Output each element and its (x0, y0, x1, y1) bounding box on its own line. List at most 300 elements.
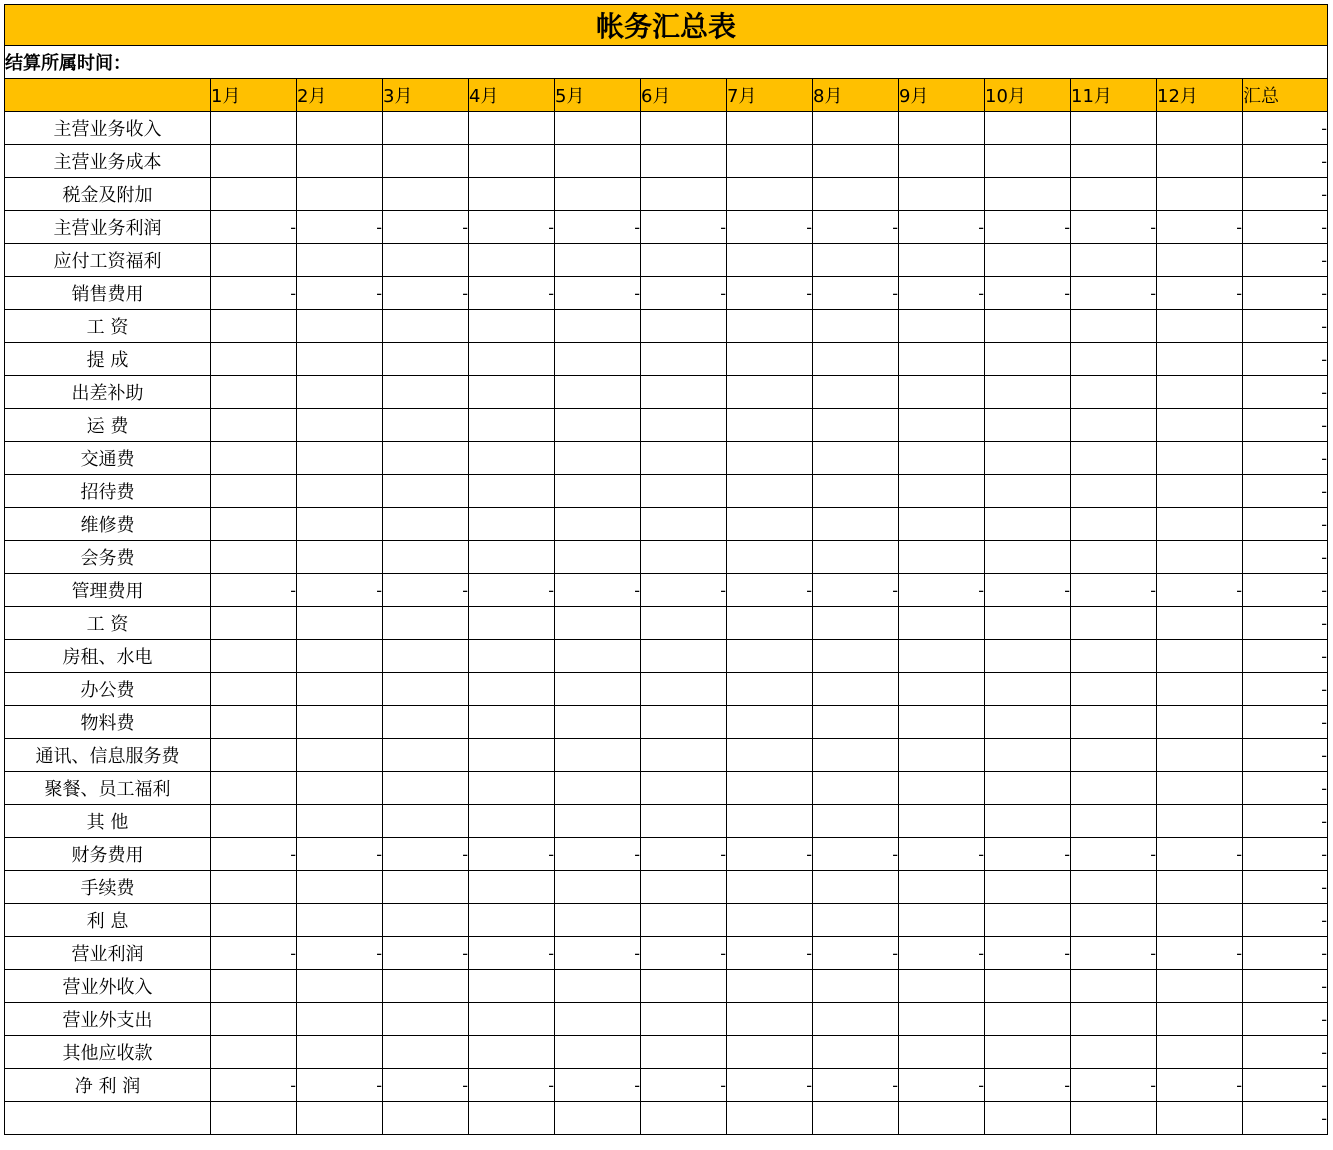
month-value-cell[interactable] (641, 409, 727, 442)
row-label-cell[interactable]: 通讯、信息服务费 (5, 739, 211, 772)
month-value-cell[interactable] (211, 541, 297, 574)
month-value-cell[interactable] (1157, 640, 1243, 673)
month-value-cell[interactable] (813, 508, 899, 541)
month-value-cell[interactable] (1157, 706, 1243, 739)
month-value-cell[interactable] (555, 673, 641, 706)
total-value-cell[interactable]: - (1243, 574, 1328, 607)
month-value-cell[interactable] (555, 871, 641, 904)
month-value-cell[interactable] (555, 904, 641, 937)
month-value-cell[interactable]: - (211, 211, 297, 244)
month-value-cell[interactable] (211, 673, 297, 706)
month-value-cell[interactable] (641, 178, 727, 211)
month-value-cell[interactable]: - (899, 1069, 985, 1102)
month-value-cell[interactable] (813, 673, 899, 706)
month-value-cell[interactable] (727, 673, 813, 706)
month-value-cell[interactable] (727, 112, 813, 145)
month-value-cell[interactable] (985, 475, 1071, 508)
row-label-cell[interactable]: 主营业务成本 (5, 145, 211, 178)
month-value-cell[interactable]: - (383, 937, 469, 970)
month-value-cell[interactable] (813, 409, 899, 442)
month-value-cell[interactable]: - (727, 277, 813, 310)
month-value-cell[interactable] (383, 343, 469, 376)
month-value-cell[interactable]: - (555, 574, 641, 607)
month-value-cell[interactable] (469, 772, 555, 805)
month-value-cell[interactable] (813, 1102, 899, 1135)
header-month-cell[interactable]: 12月 (1157, 79, 1243, 112)
header-month-cell[interactable]: 1月 (211, 79, 297, 112)
month-value-cell[interactable] (813, 1036, 899, 1069)
month-value-cell[interactable] (641, 475, 727, 508)
month-value-cell[interactable] (1157, 673, 1243, 706)
month-value-cell[interactable] (727, 1036, 813, 1069)
month-value-cell[interactable] (383, 145, 469, 178)
month-value-cell[interactable] (899, 244, 985, 277)
month-value-cell[interactable] (985, 805, 1071, 838)
month-value-cell[interactable] (1157, 178, 1243, 211)
month-value-cell[interactable] (1157, 871, 1243, 904)
month-value-cell[interactable] (383, 409, 469, 442)
sheet-title[interactable]: 帐务汇总表 (5, 5, 1328, 46)
month-value-cell[interactable] (383, 607, 469, 640)
row-label-cell[interactable]: 运 费 (5, 409, 211, 442)
month-value-cell[interactable] (383, 640, 469, 673)
month-value-cell[interactable]: - (469, 838, 555, 871)
month-value-cell[interactable]: - (1071, 838, 1157, 871)
row-label-cell[interactable]: 物料费 (5, 706, 211, 739)
month-value-cell[interactable] (1157, 805, 1243, 838)
row-label-cell[interactable]: 营业利润 (5, 937, 211, 970)
month-value-cell[interactable] (1071, 1102, 1157, 1135)
month-value-cell[interactable] (813, 112, 899, 145)
month-value-cell[interactable] (1071, 772, 1157, 805)
month-value-cell[interactable] (985, 1036, 1071, 1069)
header-month-cell[interactable]: 11月 (1071, 79, 1157, 112)
month-value-cell[interactable] (899, 1036, 985, 1069)
month-value-cell[interactable] (383, 541, 469, 574)
month-value-cell[interactable] (555, 772, 641, 805)
total-value-cell[interactable]: - (1243, 244, 1328, 277)
month-value-cell[interactable] (297, 1036, 383, 1069)
month-value-cell[interactable] (469, 1003, 555, 1036)
month-value-cell[interactable] (813, 772, 899, 805)
month-value-cell[interactable]: - (1071, 937, 1157, 970)
month-value-cell[interactable] (899, 673, 985, 706)
total-value-cell[interactable]: - (1243, 1102, 1328, 1135)
month-value-cell[interactable] (1071, 805, 1157, 838)
month-value-cell[interactable]: - (1157, 937, 1243, 970)
month-value-cell[interactable] (813, 871, 899, 904)
month-value-cell[interactable] (1071, 541, 1157, 574)
month-value-cell[interactable] (1071, 376, 1157, 409)
month-value-cell[interactable] (555, 112, 641, 145)
month-value-cell[interactable]: - (383, 1069, 469, 1102)
month-value-cell[interactable] (727, 739, 813, 772)
month-value-cell[interactable] (555, 1003, 641, 1036)
month-value-cell[interactable] (211, 739, 297, 772)
total-value-cell[interactable]: - (1243, 607, 1328, 640)
month-value-cell[interactable] (813, 904, 899, 937)
month-value-cell[interactable]: - (1157, 211, 1243, 244)
month-value-cell[interactable] (899, 772, 985, 805)
total-value-cell[interactable]: - (1243, 376, 1328, 409)
month-value-cell[interactable] (813, 970, 899, 1003)
row-label-cell[interactable]: 聚餐、员工福利 (5, 772, 211, 805)
month-value-cell[interactable] (297, 772, 383, 805)
month-value-cell[interactable] (469, 475, 555, 508)
total-value-cell[interactable]: - (1243, 640, 1328, 673)
month-value-cell[interactable] (899, 310, 985, 343)
month-value-cell[interactable] (469, 112, 555, 145)
month-value-cell[interactable] (469, 145, 555, 178)
month-value-cell[interactable] (985, 112, 1071, 145)
month-value-cell[interactable] (727, 145, 813, 178)
month-value-cell[interactable]: - (1071, 211, 1157, 244)
month-value-cell[interactable] (383, 178, 469, 211)
total-value-cell[interactable]: - (1243, 706, 1328, 739)
month-value-cell[interactable]: - (641, 211, 727, 244)
month-value-cell[interactable] (1157, 1102, 1243, 1135)
month-value-cell[interactable] (469, 871, 555, 904)
total-value-cell[interactable]: - (1243, 211, 1328, 244)
month-value-cell[interactable] (297, 343, 383, 376)
month-value-cell[interactable] (899, 409, 985, 442)
month-value-cell[interactable] (1157, 145, 1243, 178)
month-value-cell[interactable] (641, 508, 727, 541)
row-label-cell[interactable]: 招待费 (5, 475, 211, 508)
month-value-cell[interactable] (813, 739, 899, 772)
month-value-cell[interactable]: - (211, 1069, 297, 1102)
total-value-cell[interactable]: - (1243, 937, 1328, 970)
header-month-cell[interactable]: 8月 (813, 79, 899, 112)
month-value-cell[interactable]: - (1071, 1069, 1157, 1102)
month-value-cell[interactable] (727, 244, 813, 277)
month-value-cell[interactable] (985, 310, 1071, 343)
month-value-cell[interactable] (297, 1003, 383, 1036)
month-value-cell[interactable]: - (211, 838, 297, 871)
month-value-cell[interactable] (1071, 1003, 1157, 1036)
month-value-cell[interactable] (985, 1003, 1071, 1036)
month-value-cell[interactable] (985, 1102, 1071, 1135)
month-value-cell[interactable] (899, 1102, 985, 1135)
month-value-cell[interactable] (211, 970, 297, 1003)
month-value-cell[interactable] (641, 1102, 727, 1135)
month-value-cell[interactable] (469, 409, 555, 442)
month-value-cell[interactable] (1157, 739, 1243, 772)
total-value-cell[interactable]: - (1243, 1003, 1328, 1036)
month-value-cell[interactable]: - (727, 838, 813, 871)
month-value-cell[interactable] (985, 541, 1071, 574)
month-value-cell[interactable] (1157, 409, 1243, 442)
row-label-cell[interactable]: 主营业务利润 (5, 211, 211, 244)
month-value-cell[interactable] (899, 343, 985, 376)
total-value-cell[interactable]: - (1243, 1036, 1328, 1069)
month-value-cell[interactable] (469, 607, 555, 640)
month-value-cell[interactable] (1071, 607, 1157, 640)
month-value-cell[interactable] (211, 310, 297, 343)
month-value-cell[interactable] (1071, 871, 1157, 904)
month-value-cell[interactable] (469, 739, 555, 772)
month-value-cell[interactable]: - (469, 211, 555, 244)
month-value-cell[interactable]: - (641, 1069, 727, 1102)
row-label-cell[interactable]: 应付工资福利 (5, 244, 211, 277)
month-value-cell[interactable] (1071, 706, 1157, 739)
total-value-cell[interactable]: - (1243, 904, 1328, 937)
month-value-cell[interactable] (641, 442, 727, 475)
month-value-cell[interactable]: - (469, 937, 555, 970)
month-value-cell[interactable] (211, 244, 297, 277)
row-label-cell[interactable]: 税金及附加 (5, 178, 211, 211)
month-value-cell[interactable] (641, 541, 727, 574)
month-value-cell[interactable]: - (555, 937, 641, 970)
month-value-cell[interactable] (1071, 904, 1157, 937)
month-value-cell[interactable] (813, 607, 899, 640)
total-value-cell[interactable]: - (1243, 310, 1328, 343)
month-value-cell[interactable] (1157, 508, 1243, 541)
month-value-cell[interactable]: - (469, 574, 555, 607)
month-value-cell[interactable] (297, 640, 383, 673)
month-value-cell[interactable] (1071, 178, 1157, 211)
month-value-cell[interactable]: - (899, 277, 985, 310)
month-value-cell[interactable] (297, 508, 383, 541)
month-value-cell[interactable] (211, 772, 297, 805)
month-value-cell[interactable] (1157, 607, 1243, 640)
total-value-cell[interactable]: - (1243, 805, 1328, 838)
month-value-cell[interactable] (641, 706, 727, 739)
month-value-cell[interactable] (555, 145, 641, 178)
row-label-cell[interactable]: 其他应收款 (5, 1036, 211, 1069)
month-value-cell[interactable]: - (813, 937, 899, 970)
month-value-cell[interactable] (641, 1003, 727, 1036)
month-value-cell[interactable] (641, 772, 727, 805)
month-value-cell[interactable] (641, 904, 727, 937)
month-value-cell[interactable] (899, 376, 985, 409)
month-value-cell[interactable] (469, 673, 555, 706)
month-value-cell[interactable]: - (1071, 277, 1157, 310)
month-value-cell[interactable]: - (297, 277, 383, 310)
month-value-cell[interactable] (211, 508, 297, 541)
month-value-cell[interactable] (555, 376, 641, 409)
row-label-cell[interactable]: 工 资 (5, 607, 211, 640)
month-value-cell[interactable] (1157, 1036, 1243, 1069)
month-value-cell[interactable] (469, 541, 555, 574)
month-value-cell[interactable] (211, 145, 297, 178)
month-value-cell[interactable] (899, 739, 985, 772)
month-value-cell[interactable] (555, 310, 641, 343)
month-value-cell[interactable]: - (727, 1069, 813, 1102)
row-label-cell[interactable]: 净 利 润 (5, 1069, 211, 1102)
month-value-cell[interactable] (1071, 970, 1157, 1003)
total-value-cell[interactable]: - (1243, 178, 1328, 211)
month-value-cell[interactable] (985, 409, 1071, 442)
month-value-cell[interactable]: - (813, 574, 899, 607)
month-value-cell[interactable]: - (985, 838, 1071, 871)
month-value-cell[interactable] (211, 706, 297, 739)
month-value-cell[interactable]: - (899, 838, 985, 871)
row-label-cell[interactable]: 房租、水电 (5, 640, 211, 673)
row-label-cell[interactable]: 维修费 (5, 508, 211, 541)
month-value-cell[interactable]: - (383, 574, 469, 607)
month-value-cell[interactable] (211, 409, 297, 442)
row-label-cell[interactable]: 财务费用 (5, 838, 211, 871)
month-value-cell[interactable] (985, 244, 1071, 277)
month-value-cell[interactable] (899, 805, 985, 838)
month-value-cell[interactable] (297, 178, 383, 211)
total-value-cell[interactable]: - (1243, 772, 1328, 805)
month-value-cell[interactable] (985, 607, 1071, 640)
month-value-cell[interactable] (1071, 310, 1157, 343)
month-value-cell[interactable] (813, 805, 899, 838)
month-value-cell[interactable] (555, 805, 641, 838)
month-value-cell[interactable]: - (727, 574, 813, 607)
month-value-cell[interactable] (641, 805, 727, 838)
month-value-cell[interactable]: - (985, 1069, 1071, 1102)
month-value-cell[interactable] (383, 475, 469, 508)
total-value-cell[interactable]: - (1243, 871, 1328, 904)
month-value-cell[interactable] (297, 244, 383, 277)
month-value-cell[interactable]: - (985, 277, 1071, 310)
month-value-cell[interactable] (985, 970, 1071, 1003)
month-value-cell[interactable]: - (297, 838, 383, 871)
month-value-cell[interactable] (727, 541, 813, 574)
month-value-cell[interactable] (297, 442, 383, 475)
month-value-cell[interactable] (469, 970, 555, 1003)
month-value-cell[interactable] (641, 343, 727, 376)
header-month-cell[interactable]: 3月 (383, 79, 469, 112)
row-label-cell[interactable]: 营业外收入 (5, 970, 211, 1003)
month-value-cell[interactable] (1157, 376, 1243, 409)
month-value-cell[interactable] (297, 310, 383, 343)
month-value-cell[interactable] (813, 178, 899, 211)
month-value-cell[interactable] (383, 244, 469, 277)
month-value-cell[interactable] (211, 178, 297, 211)
month-value-cell[interactable] (641, 145, 727, 178)
month-value-cell[interactable] (383, 904, 469, 937)
month-value-cell[interactable] (899, 607, 985, 640)
month-value-cell[interactable] (899, 508, 985, 541)
month-value-cell[interactable] (813, 475, 899, 508)
month-value-cell[interactable] (1071, 409, 1157, 442)
month-value-cell[interactable] (813, 1003, 899, 1036)
row-label-cell[interactable] (5, 1102, 211, 1135)
month-value-cell[interactable] (1157, 442, 1243, 475)
month-value-cell[interactable] (1071, 673, 1157, 706)
month-value-cell[interactable]: - (813, 838, 899, 871)
row-label-cell[interactable]: 主营业务收入 (5, 112, 211, 145)
month-value-cell[interactable] (469, 178, 555, 211)
month-value-cell[interactable] (727, 310, 813, 343)
month-value-cell[interactable] (727, 343, 813, 376)
total-value-cell[interactable]: - (1243, 1069, 1328, 1102)
month-value-cell[interactable] (1157, 244, 1243, 277)
month-value-cell[interactable] (985, 376, 1071, 409)
month-value-cell[interactable] (727, 376, 813, 409)
month-value-cell[interactable]: - (899, 574, 985, 607)
month-value-cell[interactable] (555, 409, 641, 442)
month-value-cell[interactable] (727, 640, 813, 673)
month-value-cell[interactable] (985, 871, 1071, 904)
month-value-cell[interactable] (899, 541, 985, 574)
month-value-cell[interactable] (985, 508, 1071, 541)
month-value-cell[interactable]: - (641, 838, 727, 871)
row-label-cell[interactable]: 提 成 (5, 343, 211, 376)
month-value-cell[interactable]: - (211, 937, 297, 970)
header-total-cell[interactable]: 汇总 (1243, 79, 1328, 112)
month-value-cell[interactable] (985, 343, 1071, 376)
row-label-cell[interactable]: 销售费用 (5, 277, 211, 310)
month-value-cell[interactable] (727, 442, 813, 475)
month-value-cell[interactable] (1157, 475, 1243, 508)
month-value-cell[interactable] (469, 1036, 555, 1069)
month-value-cell[interactable]: - (985, 937, 1071, 970)
month-value-cell[interactable] (727, 970, 813, 1003)
month-value-cell[interactable] (1157, 772, 1243, 805)
month-value-cell[interactable] (211, 805, 297, 838)
total-value-cell[interactable]: - (1243, 508, 1328, 541)
row-label-cell[interactable]: 营业外支出 (5, 1003, 211, 1036)
month-value-cell[interactable] (297, 376, 383, 409)
month-value-cell[interactable]: - (641, 574, 727, 607)
month-value-cell[interactable] (641, 640, 727, 673)
month-value-cell[interactable] (1071, 442, 1157, 475)
month-value-cell[interactable]: - (1157, 574, 1243, 607)
month-value-cell[interactable] (727, 475, 813, 508)
month-value-cell[interactable]: - (727, 211, 813, 244)
month-value-cell[interactable] (899, 112, 985, 145)
month-value-cell[interactable] (211, 1102, 297, 1135)
month-value-cell[interactable] (555, 739, 641, 772)
month-value-cell[interactable] (383, 706, 469, 739)
header-month-cell[interactable]: 7月 (727, 79, 813, 112)
month-value-cell[interactable] (641, 673, 727, 706)
month-value-cell[interactable] (383, 1036, 469, 1069)
month-value-cell[interactable] (297, 739, 383, 772)
month-value-cell[interactable] (469, 244, 555, 277)
month-value-cell[interactable]: - (899, 937, 985, 970)
month-value-cell[interactable] (641, 112, 727, 145)
month-value-cell[interactable] (469, 805, 555, 838)
month-value-cell[interactable] (297, 112, 383, 145)
row-label-cell[interactable]: 办公费 (5, 673, 211, 706)
month-value-cell[interactable]: - (297, 574, 383, 607)
month-value-cell[interactable] (383, 442, 469, 475)
month-value-cell[interactable] (555, 178, 641, 211)
month-value-cell[interactable] (555, 541, 641, 574)
month-value-cell[interactable] (727, 1003, 813, 1036)
header-month-cell[interactable]: 6月 (641, 79, 727, 112)
month-value-cell[interactable] (383, 1003, 469, 1036)
month-value-cell[interactable] (899, 145, 985, 178)
month-value-cell[interactable] (555, 1036, 641, 1069)
month-value-cell[interactable] (985, 145, 1071, 178)
month-value-cell[interactable] (383, 673, 469, 706)
month-value-cell[interactable] (211, 1036, 297, 1069)
month-value-cell[interactable] (469, 1102, 555, 1135)
month-value-cell[interactable]: - (899, 211, 985, 244)
month-value-cell[interactable] (727, 772, 813, 805)
month-value-cell[interactable] (813, 442, 899, 475)
month-value-cell[interactable] (641, 739, 727, 772)
total-value-cell[interactable]: - (1243, 409, 1328, 442)
month-value-cell[interactable] (297, 475, 383, 508)
month-value-cell[interactable]: - (211, 277, 297, 310)
header-month-cell[interactable]: 4月 (469, 79, 555, 112)
month-value-cell[interactable]: - (555, 838, 641, 871)
month-value-cell[interactable] (985, 178, 1071, 211)
month-value-cell[interactable]: - (1157, 277, 1243, 310)
month-value-cell[interactable] (211, 112, 297, 145)
month-value-cell[interactable] (899, 904, 985, 937)
month-value-cell[interactable] (1071, 739, 1157, 772)
